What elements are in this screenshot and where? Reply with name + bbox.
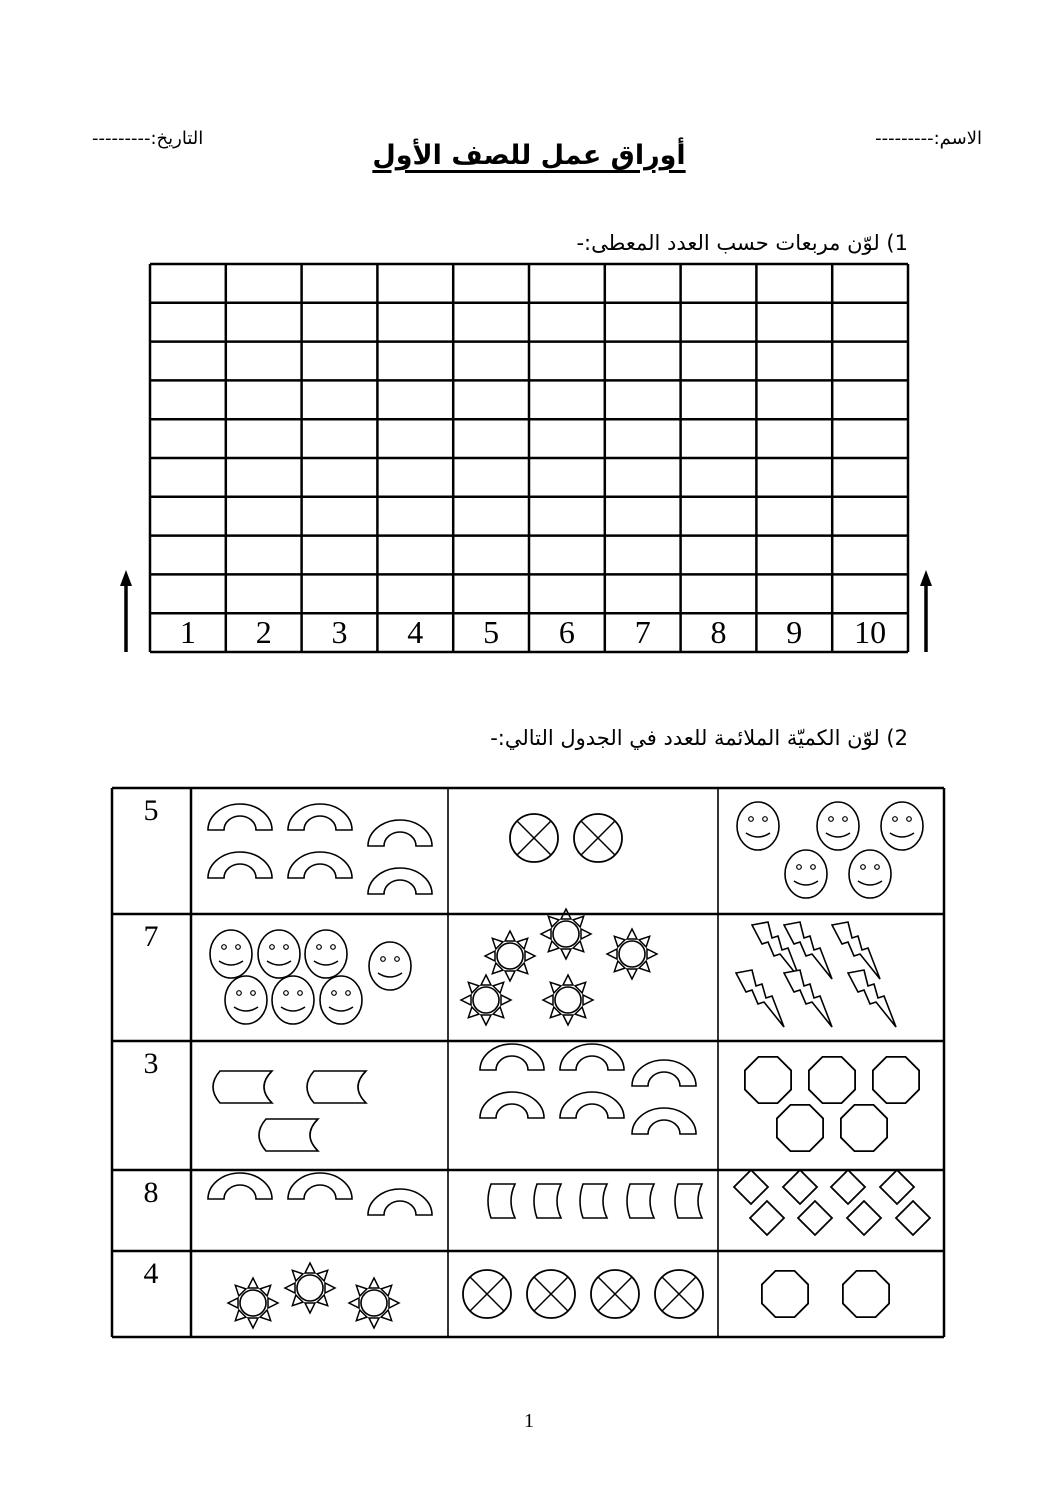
curved-tab-icon — [627, 1184, 654, 1218]
crossed-circle-icon — [655, 1270, 703, 1318]
curved-tab-icon — [534, 1184, 561, 1218]
row-number: 8 — [143, 1176, 159, 1209]
grid-square[interactable] — [756, 497, 832, 536]
quantity-cell-smiley[interactable] — [191, 914, 448, 1041]
crossed-circle-icon — [463, 1270, 511, 1318]
sun-icon — [485, 931, 535, 981]
curved-tab-icon — [488, 1184, 515, 1218]
grid-number: 7 — [634, 614, 651, 650]
grid-square[interactable] — [529, 458, 605, 497]
grid-square[interactable] — [226, 342, 302, 381]
table-row — [144, 788, 945, 914]
grid-square[interactable] — [605, 342, 681, 381]
octagon-icon — [762, 1271, 808, 1317]
quantity-cell-arch[interactable] — [448, 1041, 718, 1170]
quantity-cell-lightning[interactable] — [718, 914, 944, 1041]
grid-square[interactable] — [529, 380, 605, 419]
grid-square[interactable] — [453, 574, 529, 613]
grid-square[interactable] — [453, 458, 529, 497]
crossed-circle-icon — [527, 1270, 575, 1318]
grid-square[interactable] — [681, 303, 757, 342]
smiley-face-icon — [817, 802, 859, 850]
grid-square[interactable] — [832, 380, 908, 419]
table-row — [144, 1041, 945, 1170]
octagon-icon — [809, 1057, 855, 1103]
grid-number: 5 — [483, 614, 500, 650]
smiley-face-icon — [785, 850, 827, 898]
quantity-cell-diamond[interactable] — [718, 1170, 944, 1251]
quantity-cell-cylinder[interactable] — [191, 1041, 448, 1170]
table-row — [144, 1170, 945, 1251]
octagon-icon — [843, 1271, 889, 1317]
crossed-circle-icon — [510, 814, 558, 862]
grid-square[interactable] — [756, 342, 832, 381]
grid-square[interactable] — [302, 497, 378, 536]
quantity-cell-octagon[interactable] — [718, 1041, 944, 1170]
grid-square[interactable] — [605, 458, 681, 497]
sun-icon — [228, 1278, 278, 1328]
quantity-cell-arch[interactable] — [191, 788, 448, 914]
grid-square[interactable] — [226, 264, 302, 303]
grid-square[interactable] — [529, 574, 605, 613]
grid-square[interactable] — [529, 497, 605, 536]
grid-number: 8 — [710, 614, 727, 650]
grid-square[interactable] — [150, 303, 226, 342]
up-arrow-icon — [120, 570, 132, 652]
grid-square[interactable] — [756, 574, 832, 613]
grid-square[interactable] — [529, 536, 605, 575]
grid-number: 2 — [255, 614, 272, 650]
row-number: 7 — [143, 920, 159, 953]
grid-square[interactable] — [150, 419, 226, 458]
grid-square[interactable] — [302, 458, 378, 497]
grid-number: 10 — [854, 614, 887, 650]
coloring-grid — [150, 264, 908, 652]
grid-square[interactable] — [832, 497, 908, 536]
grid-square[interactable] — [681, 342, 757, 381]
grid-square[interactable] — [453, 303, 529, 342]
grid-number: 4 — [407, 614, 424, 650]
grid-square[interactable] — [377, 342, 453, 381]
smiley-face-icon — [369, 942, 411, 990]
grid-square[interactable] — [302, 303, 378, 342]
grid-square[interactable] — [377, 264, 453, 303]
grid-number: 3 — [331, 614, 348, 650]
quantity-cell-curved-tab[interactable] — [448, 1170, 718, 1251]
grid-square[interactable] — [302, 574, 378, 613]
grid-square[interactable] — [377, 536, 453, 575]
curved-tab-icon — [675, 1184, 702, 1218]
grid-square[interactable] — [832, 458, 908, 497]
grid-number: 6 — [558, 614, 575, 650]
grid-square[interactable] — [832, 536, 908, 575]
sun-icon — [285, 1263, 335, 1313]
cylinder-icon — [307, 1071, 366, 1103]
row-number: 3 — [143, 1047, 159, 1080]
grid-square[interactable] — [529, 264, 605, 303]
grid-square[interactable] — [605, 264, 681, 303]
grid-square[interactable] — [226, 536, 302, 575]
cylinder-icon — [259, 1119, 318, 1151]
grid-square[interactable] — [756, 419, 832, 458]
quantity-cell-sun[interactable] — [448, 909, 718, 1041]
smiley-face-icon — [320, 976, 362, 1024]
sun-icon — [543, 975, 593, 1025]
grid-square[interactable] — [226, 574, 302, 613]
grid-square[interactable] — [150, 574, 226, 613]
grid-square[interactable] — [832, 419, 908, 458]
smiley-face-icon — [849, 850, 891, 898]
grid-square[interactable] — [832, 574, 908, 613]
grid-square[interactable] — [226, 303, 302, 342]
grid-number: 9 — [786, 614, 803, 650]
quantity-cell-arch[interactable] — [191, 1170, 448, 1251]
quantity-cell-crossed-circle[interactable] — [448, 1251, 718, 1337]
grid-square[interactable] — [605, 419, 681, 458]
grid-square[interactable] — [302, 536, 378, 575]
grid-square[interactable] — [226, 497, 302, 536]
row-number: 4 — [143, 1257, 159, 1290]
grid-square[interactable] — [226, 380, 302, 419]
grid-square[interactable] — [377, 497, 453, 536]
octagon-icon — [873, 1057, 919, 1103]
grid-square[interactable] — [150, 380, 226, 419]
grid-square[interactable] — [756, 380, 832, 419]
crossed-circle-icon — [574, 814, 622, 862]
smiley-face-icon — [881, 802, 923, 850]
curved-tab-icon — [580, 1184, 607, 1218]
grid-square[interactable] — [681, 458, 757, 497]
grid-square[interactable] — [605, 303, 681, 342]
grid-square[interactable] — [150, 342, 226, 381]
grid-square[interactable] — [529, 303, 605, 342]
grid-square[interactable] — [681, 536, 757, 575]
grid-number: 1 — [179, 614, 196, 650]
grid-square[interactable] — [756, 303, 832, 342]
grid-square[interactable] — [226, 419, 302, 458]
row-number: 5 — [143, 794, 159, 827]
octagon-icon — [777, 1105, 823, 1151]
quantity-cell-octagon[interactable] — [718, 1251, 944, 1337]
grid-square[interactable] — [453, 419, 529, 458]
quantity-cell-crossed-circle[interactable] — [448, 788, 718, 914]
page-title-text: أوراق عمل للصف الأول — [372, 140, 686, 171]
grid-square[interactable] — [453, 380, 529, 419]
sun-icon — [349, 1278, 399, 1328]
grid-square[interactable] — [453, 264, 529, 303]
crossed-circle-icon — [591, 1270, 639, 1318]
grid-square[interactable] — [453, 497, 529, 536]
cell-background[interactable] — [191, 1041, 448, 1170]
smiley-face-icon — [210, 930, 252, 978]
grid-square[interactable] — [377, 419, 453, 458]
grid-square[interactable] — [681, 419, 757, 458]
grid-square[interactable] — [756, 264, 832, 303]
grid-square[interactable] — [756, 536, 832, 575]
grid-square[interactable] — [681, 574, 757, 613]
grid-square[interactable] — [302, 380, 378, 419]
grid-square[interactable] — [529, 419, 605, 458]
grid-square[interactable] — [605, 536, 681, 575]
page-number: 1 — [524, 1410, 534, 1432]
sun-icon — [461, 975, 511, 1025]
smiley-face-icon — [737, 802, 779, 850]
grid-square[interactable] — [302, 342, 378, 381]
grid-square[interactable] — [453, 342, 529, 381]
quantity-cell-smiley[interactable] — [718, 788, 944, 914]
grid-square[interactable] — [605, 380, 681, 419]
grid-square[interactable] — [756, 458, 832, 497]
grid-square[interactable] — [150, 458, 226, 497]
grid-square[interactable] — [681, 497, 757, 536]
grid-square[interactable] — [605, 574, 681, 613]
grid-square[interactable] — [453, 536, 529, 575]
grid-square[interactable] — [302, 264, 378, 303]
grid-square[interactable] — [681, 264, 757, 303]
grid-square[interactable] — [150, 497, 226, 536]
cylinder-icon — [213, 1071, 272, 1103]
grid-square[interactable] — [832, 303, 908, 342]
exercise-1-instruction: 1) لوّن مربعات حسب العدد المعطى:- — [576, 231, 908, 255]
table-row — [144, 1251, 945, 1337]
quantity-cell-sun[interactable] — [191, 1251, 448, 1337]
grid-square[interactable] — [377, 458, 453, 497]
date-field-label: التاريخ:--------- — [92, 128, 204, 149]
grid-square[interactable] — [605, 497, 681, 536]
grid-square[interactable] — [377, 303, 453, 342]
sun-icon — [607, 929, 657, 979]
grid-square[interactable] — [377, 574, 453, 613]
name-field-label: الاسم:--------- — [875, 128, 982, 149]
octagon-icon — [745, 1057, 791, 1103]
grid-square[interactable] — [529, 342, 605, 381]
grid-square[interactable] — [226, 458, 302, 497]
octagon-icon — [841, 1105, 887, 1151]
smiley-face-icon — [258, 930, 300, 978]
table-row — [144, 909, 945, 1041]
grid-square[interactable] — [150, 536, 226, 575]
grid-square[interactable] — [377, 380, 453, 419]
grid-square[interactable] — [832, 342, 908, 381]
cell-background[interactable] — [718, 1251, 944, 1337]
matching-table — [112, 788, 944, 1337]
exercise-2-instruction: 2) لوّن الكميّة الملائمة للعدد في الجدول التالي:- — [490, 726, 908, 750]
up-arrow-icon — [920, 570, 932, 652]
sun-icon — [541, 909, 591, 959]
smiley-face-icon — [225, 976, 267, 1024]
smiley-face-icon — [272, 976, 314, 1024]
grid-square[interactable] — [681, 380, 757, 419]
grid-square[interactable] — [150, 264, 226, 303]
grid-square[interactable] — [832, 264, 908, 303]
grid-square[interactable] — [302, 419, 378, 458]
smiley-face-icon — [305, 930, 347, 978]
